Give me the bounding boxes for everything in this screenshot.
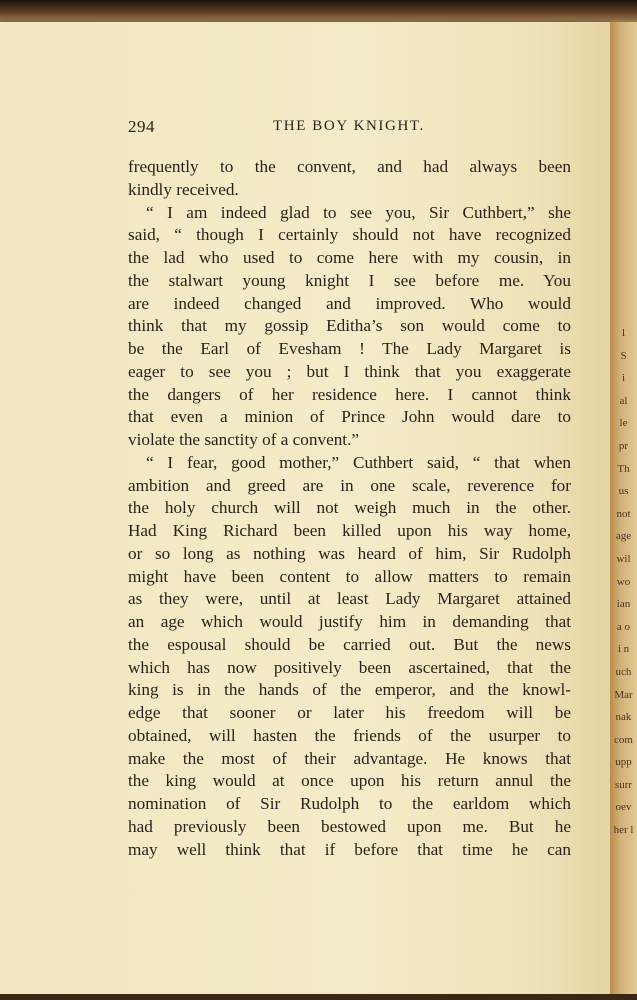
bottom-page-edge xyxy=(0,994,637,1000)
text-line: nomination of Sir Rudolph to the earldom which xyxy=(128,794,571,813)
page-number: 294 xyxy=(128,117,155,136)
text-line: might have been content to allow matters to remain xyxy=(128,566,571,586)
facing-page-fragment: not xyxy=(616,507,631,520)
body-text xyxy=(128,156,571,861)
text-line: the holy church will not weigh much in the other. xyxy=(128,498,571,518)
text-line: “ I fear, good mother,” Cuthbert said, “ that when xyxy=(146,452,571,472)
text-line: that even a minion of Prince John would dare to xyxy=(128,407,571,427)
text-line: the dangers of her residence here. I cannot think xyxy=(128,384,571,404)
facing-page-fragment: Mar xyxy=(614,688,633,701)
facing-page-edge xyxy=(610,22,637,994)
facing-page-fragment: nak xyxy=(615,711,632,724)
facing-page-fragment: upp xyxy=(615,756,632,769)
text-line: be the Earl of Evesham ! The Lady Margaret is xyxy=(128,339,571,358)
text-line: an age which would justify him in demanding that xyxy=(128,612,571,631)
text-line: eager to see you ; but I think that you exaggerate xyxy=(128,361,571,381)
facing-page-fragment: us xyxy=(618,485,629,498)
text-line: kindly received. xyxy=(128,179,239,199)
facing-page-fragment: Th xyxy=(617,462,630,475)
facing-page-fragment: surr xyxy=(614,778,633,791)
text-line: ambition and greed are in one scale, reverence for xyxy=(128,475,571,495)
page-header xyxy=(128,117,573,139)
text-line: are indeed changed and improved. Who would xyxy=(128,293,571,313)
text-line: may well think that if before that time he can xyxy=(128,839,571,859)
text-line: “ I am indeed glad to see you, Sir Cuthbert,” she xyxy=(146,202,571,222)
text-line: violate the sanctity of a convent.” xyxy=(128,430,359,449)
text-line: frequently to the convent, and had always been xyxy=(128,157,571,176)
text-line: as they were, until at least Lady Margaret attained xyxy=(128,589,571,609)
facing-page-fragment: wil xyxy=(616,552,631,565)
text-line: make the most of their advantage. He knows that xyxy=(128,748,571,768)
facing-page-fragment: le xyxy=(619,417,628,430)
facing-page-fragment: al xyxy=(619,394,628,407)
text-line: edge that sooner or later his freedom will be xyxy=(128,703,571,722)
facing-page-fragment: pr xyxy=(618,439,629,452)
text-line: obtained, will hasten the friends of the usurper to xyxy=(128,725,571,745)
facing-page-fragment: uch xyxy=(615,665,632,678)
text-line: had previously been bestowed upon me. But he xyxy=(128,816,571,836)
text-line: think that my gossip Editha’s son would come to xyxy=(128,316,571,336)
facing-page-fragment: age xyxy=(615,530,632,543)
facing-page-fragment: a o xyxy=(616,620,631,633)
facing-page-fragment: oev xyxy=(615,801,632,814)
facing-page-fragment: S xyxy=(620,349,627,362)
text-line: the stalwart young knight I see before me. You xyxy=(128,270,571,290)
text-line: Had King Richard been killed upon his way home, xyxy=(128,521,571,540)
text-line: king is in the hands of the emperor, and the knowl- xyxy=(128,680,571,700)
facing-page-edge-text xyxy=(610,322,637,842)
text-line: the king would at once upon his return annul the xyxy=(128,771,571,791)
text-line: the espousal should be carried out. But the news xyxy=(128,634,571,654)
facing-page-fragment: i n xyxy=(617,643,630,656)
text-line: or so long as nothing was heard of him, Sir Rudolph xyxy=(128,543,571,563)
facing-page-fragment: ian xyxy=(616,598,631,611)
facing-page-fragment: i xyxy=(621,372,626,385)
facing-page-fragment: her l xyxy=(613,824,634,837)
facing-page-fragment: wo xyxy=(616,575,631,588)
text-line: the lad who used to come here with my cousin, in xyxy=(128,248,571,267)
running-title: THE BOY KNIGHT. xyxy=(273,118,425,134)
text-line: said, “ though I certainly should not have recognized xyxy=(128,225,571,245)
text-line: which has now positively been ascertained, that the xyxy=(128,657,571,677)
facing-page-fragment: l xyxy=(621,327,626,339)
facing-page-fragment: com xyxy=(614,733,633,746)
